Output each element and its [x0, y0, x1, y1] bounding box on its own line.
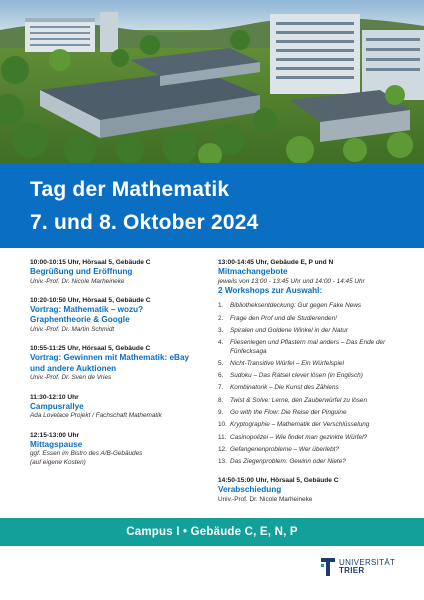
- slot-time: 10:55-11:25 Uhr, Hörsaal 5, Gebäude C: [30, 345, 151, 353]
- workshop-item: [218, 384, 408, 392]
- workshop-number: 11.: [218, 433, 227, 441]
- logo-line-2: TRIER: [339, 566, 365, 575]
- workshop-number: 10.: [218, 421, 227, 429]
- title-band: [0, 163, 424, 248]
- slot-speaker: Univ.-Prof. Dr. Nicole Marheineke: [30, 277, 125, 285]
- workshop-item: [218, 327, 408, 335]
- campus-aerial-photo: [0, 0, 424, 163]
- slot-organizer: Ada Lovelace Projekt / Fachschaft Mathematik: [30, 412, 162, 420]
- workshop-title: Go with the Flow: Die Reise der Pinguine: [230, 408, 347, 416]
- workshop-title: Gefangenenprobleme – Wer überlebt?: [230, 445, 339, 453]
- workshop-number: 13.: [218, 458, 227, 466]
- workshop-title: Kombinatorik – Die Kunst des Zählens: [230, 384, 339, 392]
- logo-line-1: UNIVERSITÄT: [339, 557, 396, 567]
- workshop-item: [218, 302, 408, 310]
- slot-heading: Begrüßung und Eröffnung: [30, 267, 133, 276]
- workshop-title: Frage den Prof und die Studierenden!: [230, 314, 337, 322]
- workshop-number: 2.: [218, 314, 224, 322]
- workshop-choice-label: 2 Workshops zur Auswahl:: [218, 285, 323, 295]
- university-logo-icon: [321, 558, 335, 576]
- slot-note: (auf eigene Kosten): [30, 458, 86, 466]
- workshop-title: Bibliotheksentdeckung: Gut gegen Fake News: [230, 302, 362, 310]
- workshop-item: [218, 339, 408, 355]
- workshop-item: [218, 446, 408, 454]
- workshop-title: Kryptographie – Mathematik der Verschlüsselung: [230, 421, 370, 429]
- workshop-item: [218, 421, 408, 429]
- slot-time: 14:50-15:00 Uhr, Hörsaal 5, Gebäude C: [218, 477, 339, 485]
- workshop-number: 7.: [218, 384, 224, 392]
- slot-time: 10:20-10:50 Uhr, Hörsaal 5, Gebäude C: [30, 296, 151, 304]
- slot-speaker: Univ.-Prof. Dr. Sven de Vries: [30, 374, 112, 382]
- workshop-item: [218, 434, 408, 442]
- workshop-item: [218, 372, 408, 380]
- workshop-title: Sudoku – Das Rätsel clever lösen (in Englisch): [230, 372, 363, 380]
- slot-heading: Mitmachangebote: [218, 267, 288, 276]
- slot-farewell: [218, 476, 408, 504]
- workshop-number: 12.: [218, 445, 227, 453]
- slot-opening: [30, 258, 205, 286]
- workshop-title: Fliesenlegen und Pflastern mal anders – Das Ende der Fünfecksaga: [230, 339, 386, 355]
- workshop-list: [218, 302, 408, 466]
- slot-heading: Vortrag: Mathematik – wozu? Graphentheorie & Google: [30, 304, 144, 325]
- workshop-item: [218, 315, 408, 323]
- workshop-number: 1.: [218, 302, 224, 310]
- workshop-item: [218, 360, 408, 368]
- slot-lunch-break: [30, 431, 205, 467]
- workshop-number: 8.: [218, 396, 224, 404]
- slot-heading: Verabschiedung: [218, 485, 282, 495]
- workshop-title: Nicht-Transitive Würfel – Ein Würfelspiel: [230, 359, 344, 367]
- workshop-item: [218, 409, 408, 417]
- slot-time: 13:00-14:45 Uhr, Gebäude E, P und N: [218, 259, 334, 266]
- workshop-number: 4.: [218, 339, 224, 347]
- slot-campus-rally: [30, 393, 205, 421]
- workshop-number: 6.: [218, 372, 224, 380]
- slot-speaker: Univ.-Prof. Dr. Nicole Marheineke: [218, 495, 313, 503]
- workshop-item: [218, 397, 408, 405]
- page-title: Tag der Mathematik: [30, 178, 230, 201]
- slot-time: 10:00-10:15 Uhr, Hörsaal 5, Gebäude C: [30, 259, 151, 266]
- slot-speaker: Univ.-Prof. Dr. Martin Schmidt: [30, 325, 115, 333]
- campus-location-band: Campus I • Gebäude C, E, N, P: [0, 518, 424, 546]
- workshop-title: Das Ziegenproblem: Gewinn oder Niete?: [230, 458, 346, 466]
- slot-time: 12:15-13:00 Uhr: [30, 431, 80, 439]
- workshop-number: 5.: [218, 359, 224, 367]
- workshop-number: 3.: [218, 327, 224, 334]
- workshop-title: Twist & Solve: Lerne, den Zauberwürfel zu lösen: [230, 396, 367, 404]
- slot-talk-graph-theory: [30, 296, 205, 334]
- workshop-schedule-note: jeweils von 13:00 - 13:45 Uhr und 14:00 - 14:45 Uhr: [218, 277, 365, 285]
- university-logo: [321, 558, 395, 576]
- slot-heading: Mittagspause: [30, 439, 83, 449]
- workshop-title: Spiralen und Goldene Winkel in der Natur: [230, 327, 348, 334]
- event-dates: 7. und 8. Oktober 2024: [30, 211, 259, 234]
- workshop-number: 9.: [218, 408, 224, 416]
- slot-heading: Vortrag: Gewinnen mit Mathematik: eBay und andere Auktionen: [30, 353, 190, 373]
- workshop-title: Casinopolizei – Wie findet man gezinkte Würfel?: [230, 433, 368, 441]
- program-left-column: [30, 258, 205, 477]
- slot-time: 11:30-12:10 Uhr: [30, 393, 79, 401]
- slot-heading: Campusrallye: [30, 401, 84, 411]
- workshop-item: [218, 458, 408, 466]
- slot-note: ggf. Essen im Bistro des A/B-Gebäudes: [30, 450, 143, 458]
- slot-talk-auctions: [30, 344, 205, 382]
- program-right-column: [218, 258, 408, 514]
- slot-workshops: [218, 258, 408, 466]
